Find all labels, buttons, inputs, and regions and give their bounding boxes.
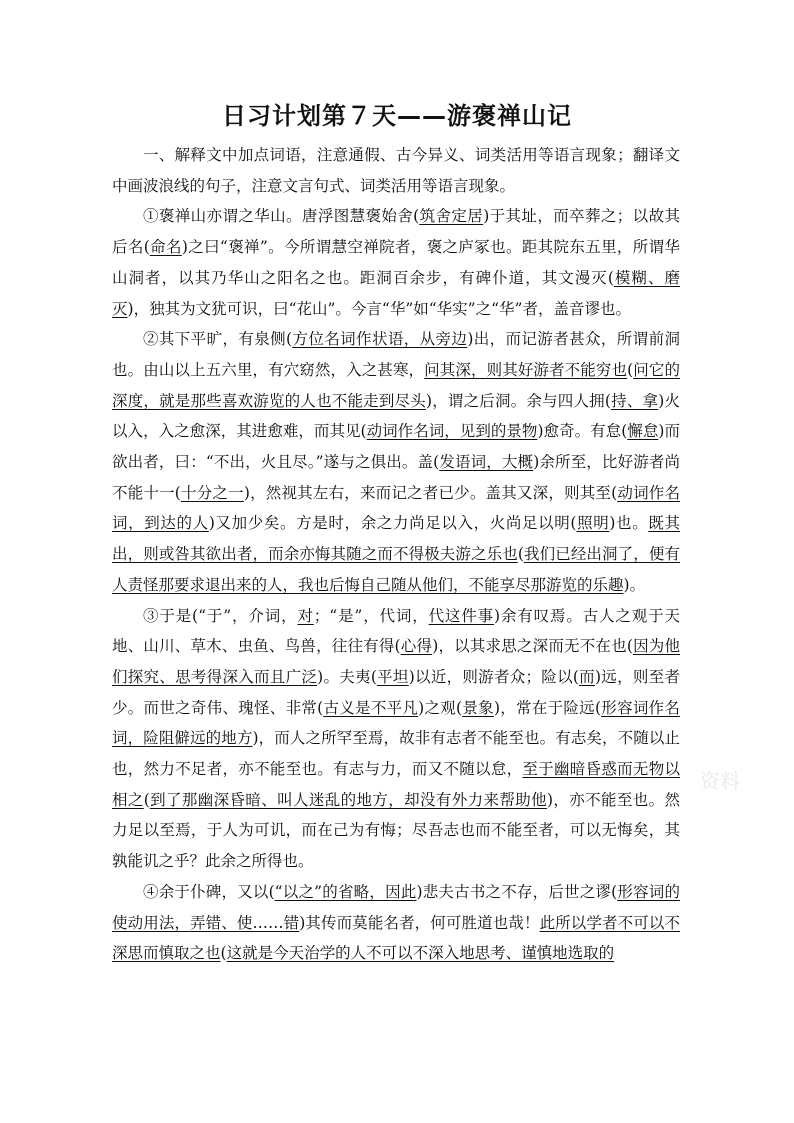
annotation-underlined: 景象 bbox=[462, 698, 494, 717]
annotation-underlined: 模糊、磨灭 bbox=[112, 268, 680, 318]
annotation-underlined: 命名 bbox=[149, 238, 182, 257]
text-run: )也。 bbox=[609, 514, 649, 533]
text-run: ；“是”，代词， bbox=[313, 606, 429, 625]
text-run: )，以其求思之深而无不在也( bbox=[432, 637, 633, 656]
text-run: )之曰“褒禅”。今所谓慧空禅院者，褒之庐冢也。距其院东五里，所谓华山洞者，以其乃华山之阳名之也。距洞百余步，有碑仆道，其文漫灭( bbox=[112, 238, 680, 287]
text-run: )。夫夷( bbox=[317, 667, 377, 686]
annotation-underlined: 筑舍定居 bbox=[419, 207, 484, 226]
annotation-underlined: 形容词作名词，险阻僻远的地方 bbox=[112, 698, 680, 748]
annotation-underlined: 动词作名词，到达的人 bbox=[112, 483, 680, 533]
annotation-underlined: 既其出，则或咎其欲出者，而余亦悔其随之而不得极夫游之乐也 bbox=[112, 514, 680, 564]
text-run: ④余于仆碑，又以( bbox=[143, 882, 275, 901]
annotation-underlined: 此所以学者不可以不深思而慎取之也 bbox=[112, 913, 680, 963]
text-run: )，谓之后洞。余与四人拥( bbox=[425, 391, 611, 410]
annotation-underlined: 因为他们探究、思考得深入而且广泛 bbox=[112, 637, 680, 686]
annotation-underlined: 平坦 bbox=[376, 667, 409, 686]
text-run: )，独其为文犹可识，曰“花山”。今言“华”如“华实”之“华”者，盖音谬也。 bbox=[127, 299, 631, 318]
document-body bbox=[112, 140, 680, 969]
annotation-underlined: 问其深，则其好游者不能穷也 bbox=[424, 360, 628, 379]
text-run: )，而人之所罕至焉，故非有志者不能至也。有志矣，不随以止也，然力不足者，亦不能至也。有志与力，而又不随以怠， bbox=[112, 729, 680, 779]
annotation-underlined: 对 bbox=[297, 606, 314, 625]
annotation-underlined: 问它的深度，就是那些喜欢游览的人也不能走到尽头 bbox=[112, 360, 680, 410]
text-run: )火以入，入之愈深，其进愈难，而其见( bbox=[112, 391, 680, 441]
text-run: ( bbox=[627, 360, 634, 379]
text-run: )而欲出者，曰：“不出，火且尽。”遂与之俱出。盖( bbox=[112, 422, 680, 472]
watermark: 资料 bbox=[700, 769, 740, 793]
text-run: )，亦不能至也。然力足以至焉，于人为可讥，而在己为有悔；尽吾志也而不能至者，可以无悔矣，其孰能讥之乎？此余之所得也。 bbox=[112, 790, 680, 871]
text-run: ③于是(“于”，介词， bbox=[143, 606, 298, 625]
paragraph-3 bbox=[112, 601, 680, 877]
text-run: ( bbox=[143, 790, 150, 809]
text-run: )远，则至者少。而世之奇伟、瑰怪、非常( bbox=[112, 667, 680, 717]
instruction-heading: 一、解释文中加点词语，注意通假、古今异义、词类活用等语言现象；翻译文中画波浪线的句子，注意文言句式、词类活用等语言现象。 bbox=[112, 146, 680, 195]
annotation-underlined: “以之”的省略，因此 bbox=[274, 882, 417, 901]
text-run: )于其址，而卒葬之；以故其后名( bbox=[112, 207, 680, 257]
annotation-underlined: 代这件事 bbox=[428, 606, 495, 625]
annotation-underlined: 心得 bbox=[400, 637, 433, 656]
annotation-underlined: 到了那幽深昏暗、叫人迷乱的地方，却没有外力来帮助他 bbox=[149, 790, 547, 809]
text-run: )又加少矣。方是时，余之力尚足以入，火尚足以明( bbox=[208, 514, 577, 533]
text-run: )其传而莫能名者，何可胜道也哉！ bbox=[299, 913, 540, 932]
page-title: 日习计划第７天——游褒禅山记 bbox=[222, 102, 572, 130]
annotation-underlined: 而 bbox=[578, 667, 595, 686]
text-run: ②其下平旷，有泉侧( bbox=[143, 330, 293, 349]
text-run: )余有叹焉。古人之观于天地、山川、草木、虫鱼、鸟兽，往往有得( bbox=[112, 606, 680, 656]
text-run: ①褒禅山亦谓之华山。唐浮图慧褒始舍( bbox=[143, 207, 420, 226]
paragraph-1 bbox=[112, 201, 680, 324]
text-run: )，然视其左右，来而记之者已少。盖其又深，则其至( bbox=[243, 483, 618, 502]
text-run: )悲夫古书之不存，后世之谬( bbox=[416, 882, 618, 901]
annotation-underlined: 照明 bbox=[576, 514, 610, 533]
annotation-underlined: 我们已经出洞了，便有人责怪那要求退出来的人，我也后悔自己随从他们，不能享尽那游览的乐趣 bbox=[112, 545, 680, 594]
annotation-underlined: 发语词，大概 bbox=[439, 453, 534, 472]
text-run: )愈奇。有怠( bbox=[537, 422, 628, 441]
annotation-underlined: 古义是不平凡 bbox=[323, 698, 419, 717]
text-run: )余所至，比好游者尚不能十一( bbox=[112, 453, 680, 502]
annotation-underlined: 形容词的使动用法，弄错、使……错 bbox=[112, 882, 680, 932]
annotation-underlined: 至于幽暗昏惑而无物以相之 bbox=[112, 760, 680, 809]
annotation-underlined: 十分之一 bbox=[180, 483, 244, 502]
text-run: ( bbox=[517, 545, 524, 564]
annotation-underlined: 动词作名词，见到的景物 bbox=[366, 422, 538, 441]
text-run: ( bbox=[220, 944, 227, 963]
text-run: )以近，则游者众；险以( bbox=[408, 667, 579, 686]
text-run: )，常在于险远( bbox=[493, 698, 602, 717]
annotation-underlined: 方位名词作状语，从旁边 bbox=[292, 330, 468, 349]
paragraph-4 bbox=[112, 877, 680, 969]
text-run: )之观( bbox=[418, 698, 463, 717]
paragraph-2 bbox=[112, 324, 680, 600]
annotation-underlined: 这就是今天治学的人不可以不深入地思考、谨慎地选取的 bbox=[226, 944, 615, 963]
text-run: )出，而记游者甚众，所谓前洞也。由山以上五六里，有穴窈然，入之甚寒， bbox=[112, 330, 680, 379]
text-run: )。 bbox=[623, 575, 646, 594]
annotation-underlined: 懈怠 bbox=[627, 422, 659, 441]
annotation-underlined: 持、拿 bbox=[610, 391, 659, 410]
